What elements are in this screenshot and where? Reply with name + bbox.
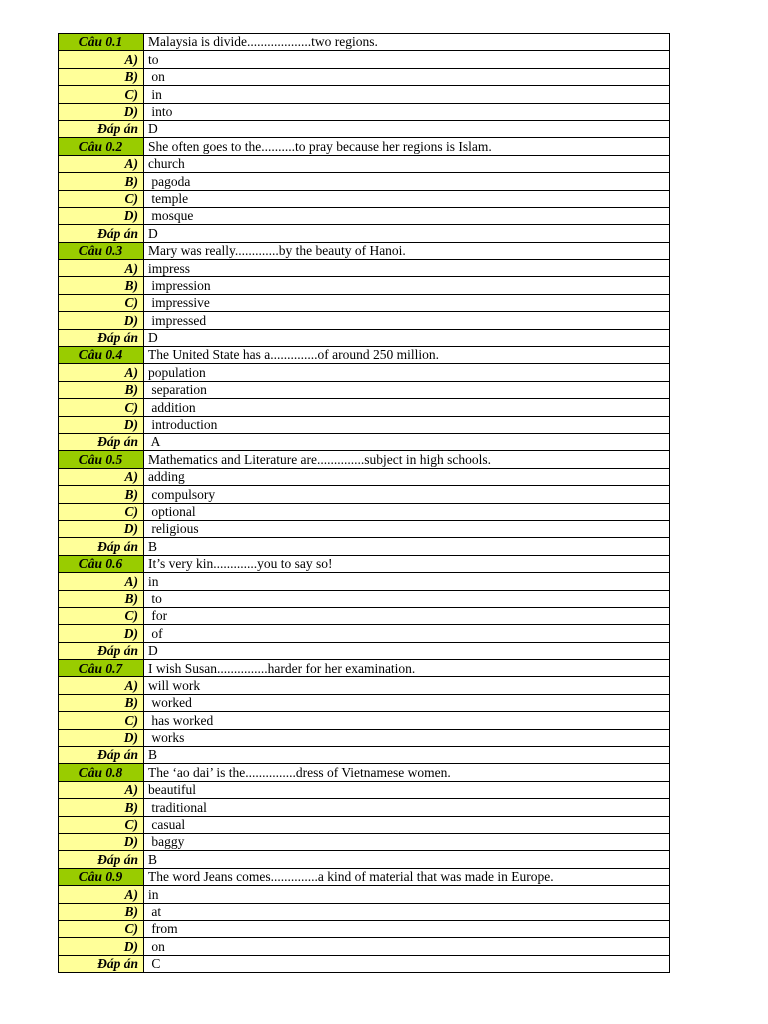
answer-row-text: C	[144, 955, 670, 972]
option-row-label: B)	[59, 173, 144, 190]
option-row	[59, 190, 670, 207]
option-row-label: C)	[59, 86, 144, 103]
option-row	[59, 816, 670, 833]
question-row	[59, 138, 670, 155]
question-row-text: It’s very kin.............you to say so!	[144, 555, 670, 572]
option-row	[59, 503, 670, 520]
option-row-text: worked	[144, 694, 670, 711]
option-row-text: addition	[144, 399, 670, 416]
option-row	[59, 294, 670, 311]
answer-row-label: Đáp án	[59, 329, 144, 346]
option-row-label: A)	[59, 51, 144, 68]
answer-row-label: Đáp án	[59, 955, 144, 972]
answer-row	[59, 955, 670, 972]
question-row-text: I wish Susan...............harder for her examination.	[144, 660, 670, 677]
option-row-label: C)	[59, 712, 144, 729]
answer-row	[59, 538, 670, 555]
answer-row-text: B	[144, 538, 670, 555]
answer-row	[59, 225, 670, 242]
option-row-label: D)	[59, 625, 144, 642]
option-row	[59, 86, 670, 103]
option-row-text: works	[144, 729, 670, 746]
answer-row-label: Đáp án	[59, 538, 144, 555]
option-row-label: A)	[59, 260, 144, 277]
option-row-text: church	[144, 155, 670, 172]
answer-row-text: B	[144, 851, 670, 868]
answer-row	[59, 642, 670, 659]
option-row-text: traditional	[144, 799, 670, 816]
question-row-label: Câu 0.6	[59, 555, 144, 572]
option-row	[59, 799, 670, 816]
option-row	[59, 677, 670, 694]
question-row-text: Mathematics and Literature are..............subject in high schools.	[144, 451, 670, 468]
option-row-label: A)	[59, 781, 144, 798]
option-row-label: C)	[59, 920, 144, 937]
question-row	[59, 347, 670, 364]
option-row	[59, 103, 670, 120]
option-row-text: on	[144, 68, 670, 85]
option-row-label: D)	[59, 207, 144, 224]
option-row-label: C)	[59, 503, 144, 520]
option-row	[59, 886, 670, 903]
option-row-label: B)	[59, 381, 144, 398]
option-row-label: C)	[59, 399, 144, 416]
answer-row-text: D	[144, 225, 670, 242]
option-row-text: in	[144, 573, 670, 590]
option-row-text: to	[144, 51, 670, 68]
option-row-text: on	[144, 938, 670, 955]
question-row-text: The ‘ao dai’ is the...............dress of Vietnamese women.	[144, 764, 670, 781]
question-row-label: Câu 0.4	[59, 347, 144, 364]
answer-row-label: Đáp án	[59, 120, 144, 137]
option-row-label: B)	[59, 694, 144, 711]
option-row	[59, 903, 670, 920]
option-row	[59, 573, 670, 590]
option-row-label: A)	[59, 573, 144, 590]
option-row-text: introduction	[144, 416, 670, 433]
option-row-label: C)	[59, 294, 144, 311]
answer-row	[59, 120, 670, 137]
option-row-text: mosque	[144, 207, 670, 224]
option-row	[59, 694, 670, 711]
option-row-text: impressed	[144, 312, 670, 329]
option-row	[59, 729, 670, 746]
option-row-label: B)	[59, 277, 144, 294]
question-row	[59, 451, 670, 468]
option-row	[59, 468, 670, 485]
answer-row-label: Đáp án	[59, 851, 144, 868]
question-row-label: Câu 0.9	[59, 868, 144, 885]
option-row-text: pagoda	[144, 173, 670, 190]
option-row	[59, 399, 670, 416]
option-row	[59, 607, 670, 624]
option-row	[59, 155, 670, 172]
option-row	[59, 277, 670, 294]
quiz-table	[58, 33, 670, 973]
option-row	[59, 312, 670, 329]
question-row-text: Mary was really.............by the beauty of Hanoi.	[144, 242, 670, 259]
question-row-label: Câu 0.8	[59, 764, 144, 781]
question-row	[59, 34, 670, 51]
option-row	[59, 938, 670, 955]
option-row	[59, 416, 670, 433]
answer-row-label: Đáp án	[59, 747, 144, 764]
option-row	[59, 781, 670, 798]
option-row	[59, 920, 670, 937]
answer-row	[59, 747, 670, 764]
answer-row	[59, 851, 670, 868]
answer-row-label: Đáp án	[59, 433, 144, 450]
answer-row-label: Đáp án	[59, 642, 144, 659]
option-row-label: D)	[59, 729, 144, 746]
option-row-label: D)	[59, 103, 144, 120]
answer-row-text: A	[144, 433, 670, 450]
quiz-table-body	[59, 34, 670, 973]
option-row-label: B)	[59, 903, 144, 920]
question-row-label: Câu 0.2	[59, 138, 144, 155]
option-row	[59, 520, 670, 537]
question-row-text: The United State has a..............of around 250 million.	[144, 347, 670, 364]
option-row-label: B)	[59, 68, 144, 85]
option-row	[59, 625, 670, 642]
option-row-label: B)	[59, 590, 144, 607]
option-row-text: population	[144, 364, 670, 381]
question-row-label: Câu 0.1	[59, 34, 144, 51]
question-row	[59, 242, 670, 259]
question-row-label: Câu 0.3	[59, 242, 144, 259]
option-row	[59, 381, 670, 398]
option-row	[59, 486, 670, 503]
question-row	[59, 660, 670, 677]
option-row-label: D)	[59, 416, 144, 433]
option-row-text: at	[144, 903, 670, 920]
option-row-text: into	[144, 103, 670, 120]
question-row-text: The word Jeans comes..............a kind of material that was made in Europe.	[144, 868, 670, 885]
option-row-text: impress	[144, 260, 670, 277]
option-row-label: B)	[59, 799, 144, 816]
option-row-text: will work	[144, 677, 670, 694]
option-row-text: compulsory	[144, 486, 670, 503]
option-row-label: A)	[59, 886, 144, 903]
option-row-label: D)	[59, 520, 144, 537]
option-row	[59, 173, 670, 190]
question-row	[59, 868, 670, 885]
option-row-text: in	[144, 886, 670, 903]
option-row	[59, 590, 670, 607]
question-row	[59, 555, 670, 572]
option-row-text: optional	[144, 503, 670, 520]
option-row-text: beautiful	[144, 781, 670, 798]
option-row-text: for	[144, 607, 670, 624]
option-row	[59, 712, 670, 729]
question-row	[59, 764, 670, 781]
option-row-text: impressive	[144, 294, 670, 311]
option-row-label: D)	[59, 312, 144, 329]
option-row-text: from	[144, 920, 670, 937]
question-row-text: Malaysia is divide...................two regions.	[144, 34, 670, 51]
option-row	[59, 51, 670, 68]
option-row-text: casual	[144, 816, 670, 833]
answer-row	[59, 329, 670, 346]
option-row-label: D)	[59, 833, 144, 850]
option-row-text: temple	[144, 190, 670, 207]
option-row-label: C)	[59, 190, 144, 207]
option-row-label: D)	[59, 938, 144, 955]
option-row-label: C)	[59, 607, 144, 624]
option-row-text: in	[144, 86, 670, 103]
answer-row-text: D	[144, 642, 670, 659]
option-row-text: religious	[144, 520, 670, 537]
option-row-label: C)	[59, 816, 144, 833]
option-row	[59, 207, 670, 224]
option-row-text: of	[144, 625, 670, 642]
answer-row-text: D	[144, 329, 670, 346]
option-row	[59, 833, 670, 850]
option-row-text: to	[144, 590, 670, 607]
answer-row-label: Đáp án	[59, 225, 144, 242]
option-row-label: B)	[59, 486, 144, 503]
option-row-text: separation	[144, 381, 670, 398]
question-row-label: Câu 0.5	[59, 451, 144, 468]
option-row-text: has worked	[144, 712, 670, 729]
option-row-text: baggy	[144, 833, 670, 850]
option-row	[59, 260, 670, 277]
option-row	[59, 364, 670, 381]
question-row-label: Câu 0.7	[59, 660, 144, 677]
option-row-label: A)	[59, 677, 144, 694]
option-row-label: A)	[59, 364, 144, 381]
question-row-text: She often goes to the..........to pray because her regions is Islam.	[144, 138, 670, 155]
option-row-text: impression	[144, 277, 670, 294]
answer-row-text: B	[144, 747, 670, 764]
option-row	[59, 68, 670, 85]
option-row-text: adding	[144, 468, 670, 485]
option-row-label: A)	[59, 155, 144, 172]
answer-row	[59, 433, 670, 450]
option-row-label: A)	[59, 468, 144, 485]
answer-row-text: D	[144, 120, 670, 137]
